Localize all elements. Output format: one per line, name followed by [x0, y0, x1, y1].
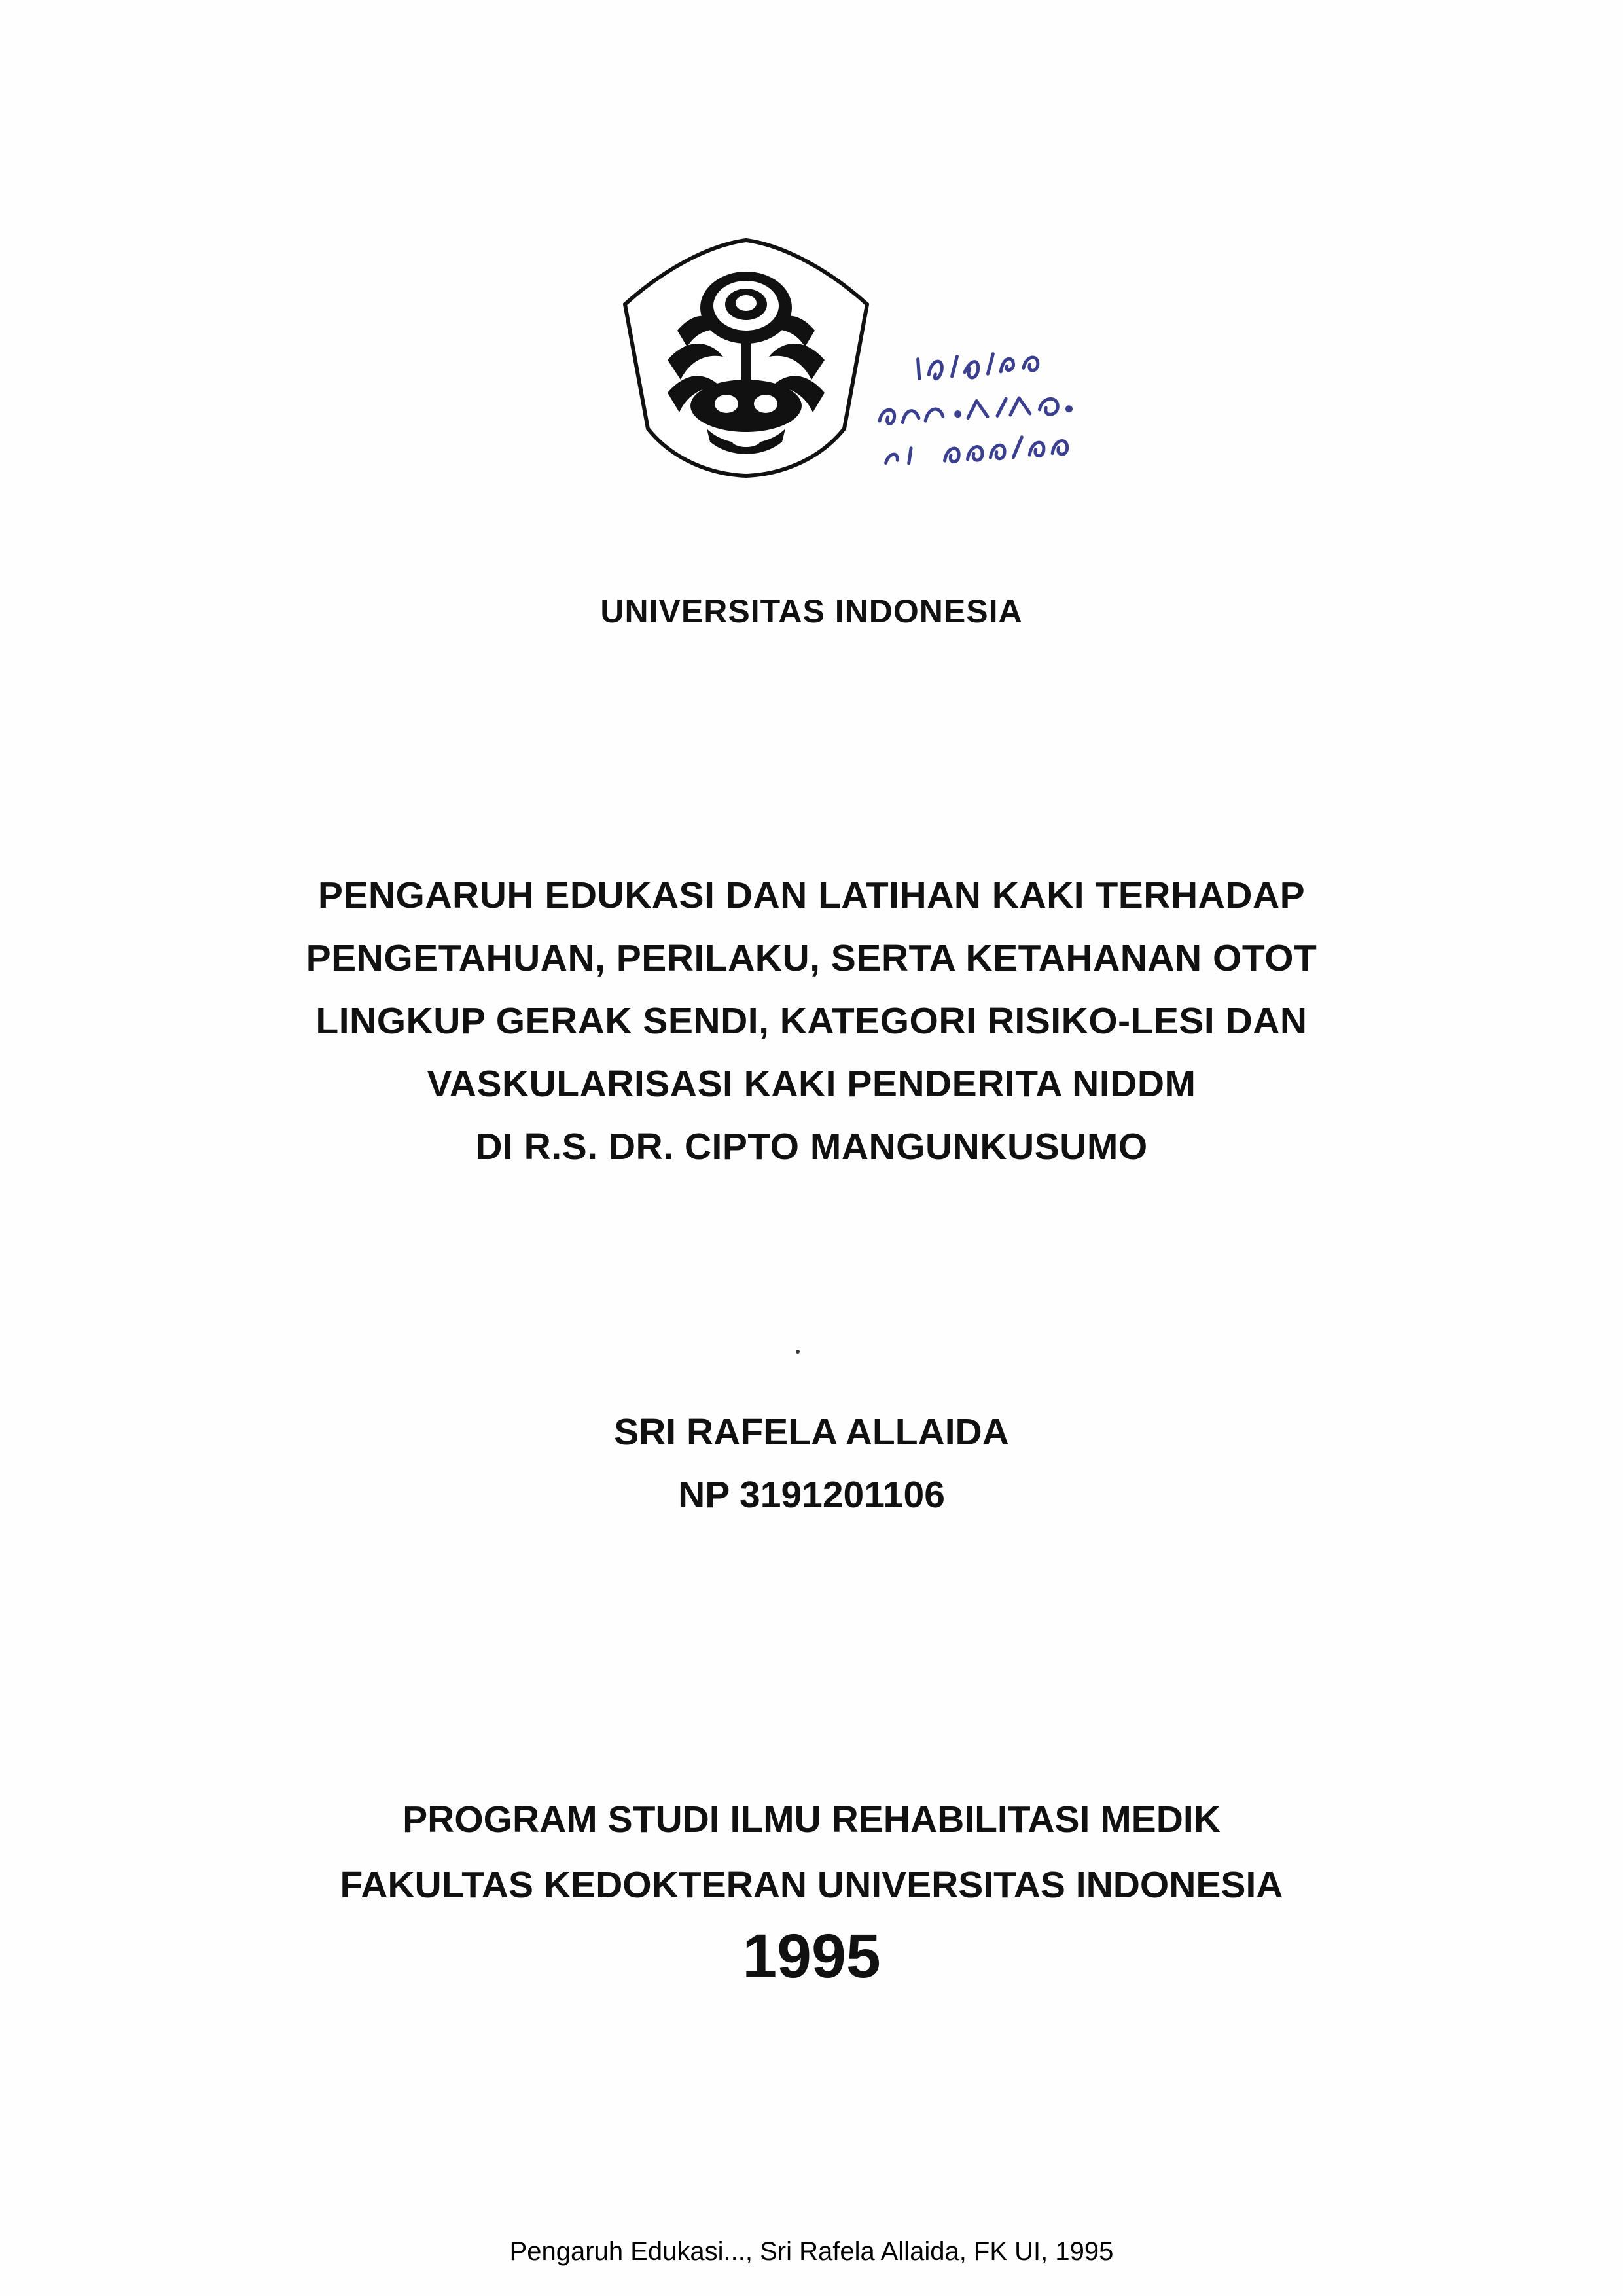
study-program: PROGRAM STUDI ILMU REHABILITASI MEDIK	[402, 1799, 1221, 1840]
thesis-title-line: VASKULARISASI KAKI PENDERITA NIDDM	[427, 1063, 1196, 1105]
author-name: SRI RAFELA ALLAIDA	[614, 1411, 1009, 1453]
thesis-title-line: PENGARUH EDUKASI DAN LATIHAN KAKI TERHADAP	[317, 874, 1306, 916]
library-stamp	[865, 331, 1137, 519]
university-name: UNIVERSITAS INDONESIA	[600, 593, 1023, 630]
scan-speck	[796, 1350, 800, 1354]
institution-block	[0, 1787, 1623, 1918]
thesis-title-line: LINGKUP GERAK SENDI, KATEGORI RISIKO-LESI DAN	[315, 1000, 1308, 1042]
thesis-title	[0, 864, 1623, 1178]
faculty-name: FAKULTAS KEDOKTERAN UNIVERSITAS INDONESIA	[340, 1864, 1283, 1906]
thesis-year: 1995	[742, 1922, 881, 1991]
student-number: NP 3191201106	[678, 1474, 945, 1516]
thesis-title-line: DI R.S. DR. CIPTO MANGUNKUSUMO	[475, 1126, 1148, 1168]
thesis-title-line: PENGETAHUAN, PERILAKU, SERTA KETAHANAN OTOT	[306, 937, 1317, 979]
footer-citation: Pengaruh Edukasi..., Sri Rafela Allaida, FK UI, 1995	[509, 2237, 1114, 2266]
university-emblem-icon	[615, 232, 877, 494]
author-block	[0, 1401, 1623, 1526]
